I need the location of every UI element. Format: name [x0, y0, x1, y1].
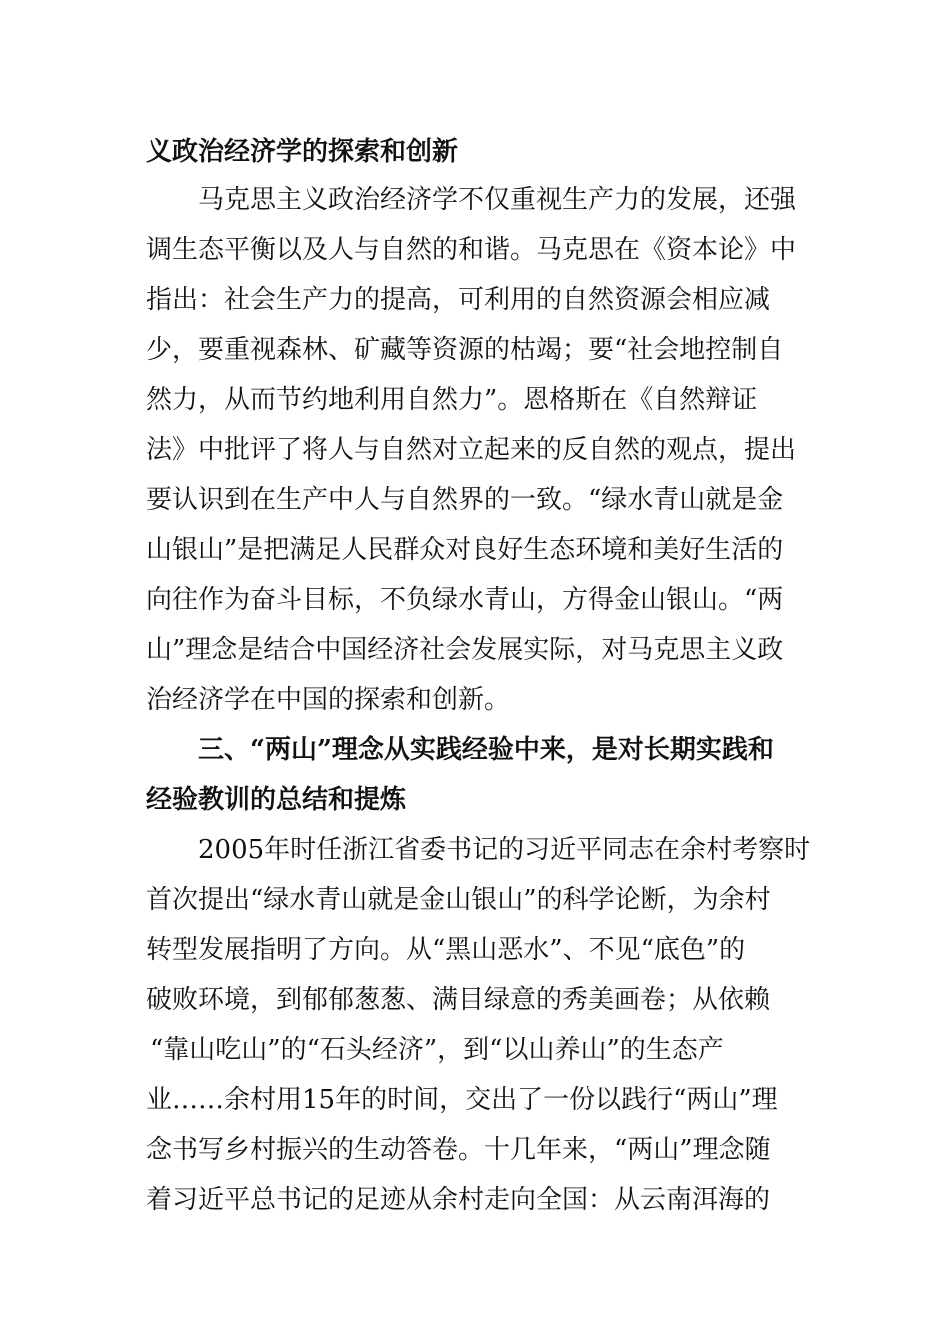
section-heading-3-continued: 经验教训的总结和提炼 [146, 785, 407, 815]
paragraph-line: 转型发展指明了方向。从“黑山恶水”、不见“底色”的 [146, 935, 746, 965]
paragraph-line: 业……余村用15年的时间，交出了一份以践行“两山”理 [146, 1085, 778, 1115]
paragraph-line: 法》中批评了将人与自然对立起来的反自然的观点，提出 [146, 435, 797, 465]
paragraph-line: 山”理念是结合中国经济社会发展实际，对马克思主义政 [146, 635, 784, 665]
paragraph-line: 马克思主义政治经济学不仅重视生产力的发展，还强 [198, 185, 797, 215]
paragraph-line: 少，要重视森林、矿藏等资源的枯竭；要“社会地控制自 [146, 335, 784, 365]
paragraph-line: 指出：社会生产力的提高，可利用的自然资源会相应减 [146, 285, 771, 315]
paragraph-line: 治经济学在中国的探索和创新。 [146, 685, 511, 715]
paragraph-line: 调生态平衡以及人与自然的和谐。马克思在《资本论》中 [146, 235, 797, 265]
paragraph-line: 山银山”是把满足人民群众对良好生态环境和美好生活的 [146, 535, 784, 565]
paragraph-line: 2005年时任浙江省委书记的习近平同志在余村考察时 [198, 835, 811, 865]
paragraph-line: 要认识到在生产中人与自然界的一致。“绿水青山就是金 [146, 485, 784, 515]
paragraph-line: 首次提出“绿水青山就是金山银山”的科学论断，为余村 [146, 885, 771, 915]
paragraph-line: 着习近平总书记的足迹从余村走向全国：从云南洱海的 [146, 1185, 771, 1215]
section-heading-3: 三、“两山”理念从实践经验中来，是对长期实践和 [198, 735, 774, 765]
paragraph-line: 然力，从而节约地利用自然力”。恩格斯在《自然辩证 [146, 385, 758, 415]
paragraph-line: “靠山吃山”的“石头经济”，到“以山养山”的生态产 [150, 1035, 724, 1065]
paragraph-line: 向往作为奋斗目标，不负绿水青山，方得金山银山。“两 [146, 585, 784, 615]
section-heading-tail: 义政治经济学的探索和创新 [146, 137, 459, 167]
paragraph-line: 念书写乡村振兴的生动答卷。十几年来，“两山”理念随 [146, 1135, 771, 1165]
paragraph-line: 破败环境，到郁郁葱葱、满目绿意的秀美画卷；从依赖 [146, 985, 771, 1015]
